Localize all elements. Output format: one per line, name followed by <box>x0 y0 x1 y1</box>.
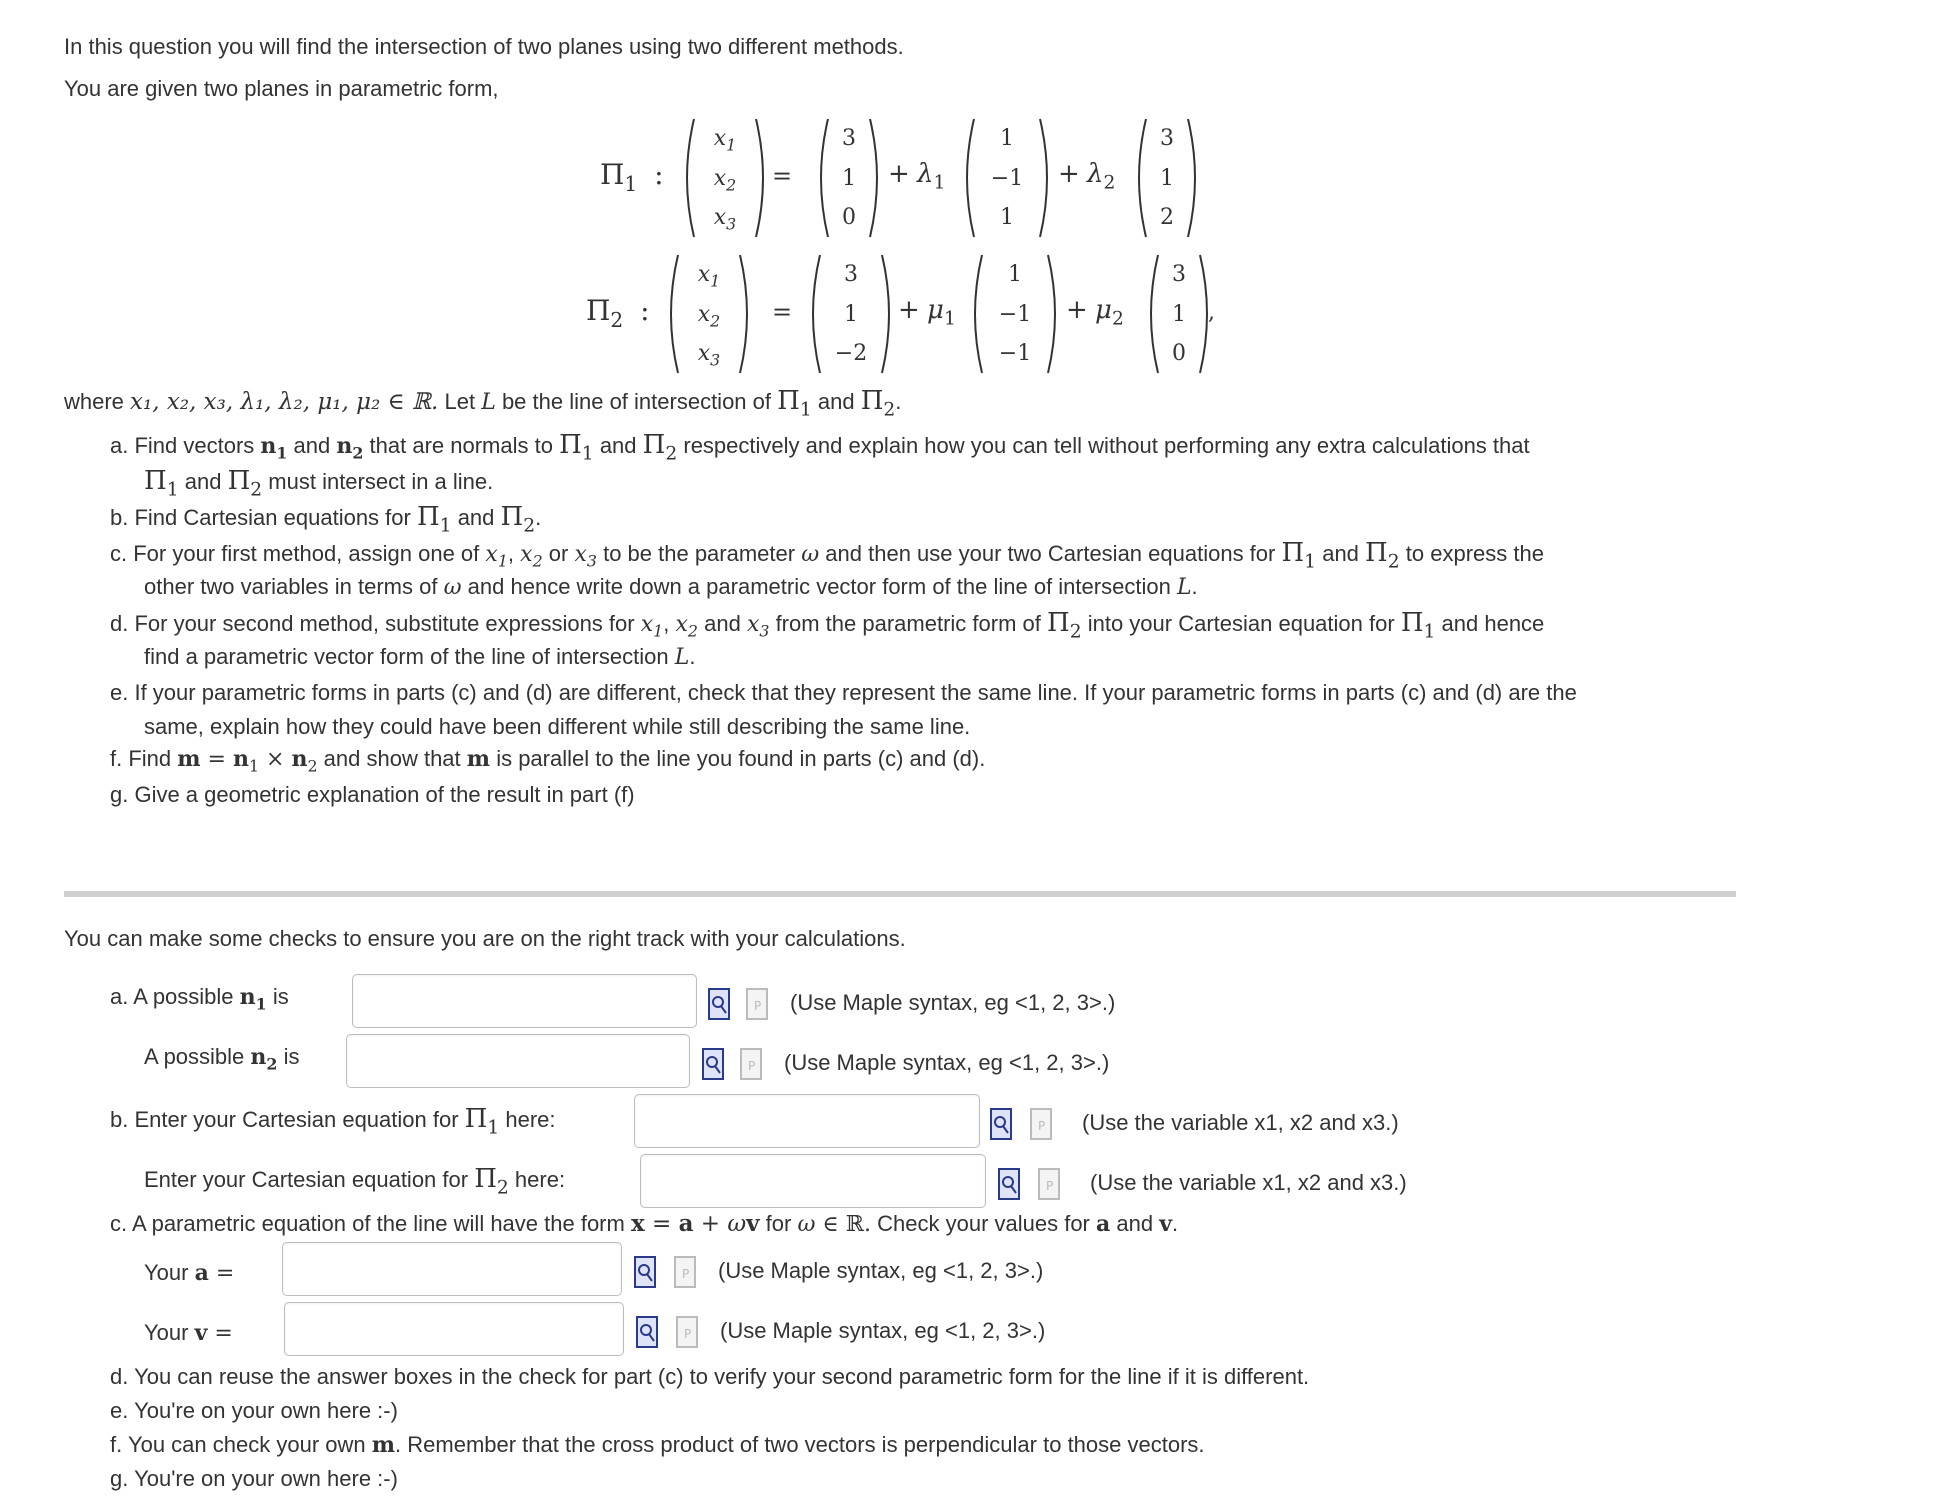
question-a: a. Find vectors $n_1$ and $n_2$ that are normals to $\Pi_1$ and $\Pi_2$ respectively and explain how you can tell without performing any extra calculations that <box>110 430 1530 465</box>
syntax-help-icon[interactable] <box>1030 1108 1052 1140</box>
check-c-v-label: Your v = <box>144 1320 233 1346</box>
check-d: d. You can reuse the answer boxes in the check for part (c) to verify your second parametric form for the line if it is different. <box>110 1364 1310 1389</box>
checks-intro: You can make some checks to ensure you are on the right track with your calculations. <box>64 926 906 951</box>
answer-a[interactable] <box>282 1242 622 1296</box>
check-e: e. You're on your own here :-) <box>110 1398 398 1423</box>
question-f: f. Find $m = n_1 \times n_2$ and show that m is parallel to the line you found in parts (c) and (d). <box>110 746 986 776</box>
check-g: g. You're on your own here :-) <box>110 1466 398 1491</box>
check-a-n2-label: A possible $n_2$ is <box>144 1044 300 1074</box>
answer-n2[interactable] <box>346 1034 690 1088</box>
preview-icon[interactable] <box>708 988 730 1020</box>
plane-1-label: Π <box>600 158 625 191</box>
svg-text:P: P <box>1038 1119 1046 1133</box>
eq2-input[interactable] <box>641 1155 985 1207</box>
n2-input[interactable] <box>347 1035 689 1087</box>
svg-text:P: P <box>748 1059 756 1073</box>
syntax-help-icon[interactable] <box>674 1256 696 1288</box>
question-c-cont: other two variables in terms of ω and hence write down a parametric vector form of the line of intersection L. <box>144 574 1198 600</box>
hint-maple-v: (Use Maple syntax, eg <1, 2, 3>.) <box>720 1318 1046 1343</box>
svg-text:P: P <box>684 1327 692 1341</box>
preview-icon[interactable] <box>636 1316 658 1348</box>
syntax-help-icon[interactable] <box>746 988 768 1020</box>
check-f: f. You can check your own m. Remember that the cross product of two vectors is perpendicular to those vectors. <box>110 1432 1205 1458</box>
v-input[interactable] <box>285 1303 623 1355</box>
question-g: g. Give a geometric explanation of the result in part (f) <box>110 782 635 807</box>
hint-vars-eq2: (Use the variable x1, x2 and x3.) <box>1090 1170 1407 1195</box>
preview-icon[interactable] <box>998 1168 1020 1200</box>
answer-n1[interactable] <box>352 974 697 1028</box>
question-b: b. Find Cartesian equations for $\Pi_1$ and $\Pi_2$. <box>110 502 542 537</box>
plane-2-lhs-vector: $x_1$ $x_2$ $x_3$ <box>662 253 756 375</box>
intro-line-1: In this question you will find the intersection of two planes using two different methods. <box>64 34 904 59</box>
plane-1-point-vector: 3 1 0 <box>812 117 886 239</box>
plane-2-direction-1-vector: 1 −1 −1 <box>966 253 1064 375</box>
answer-v[interactable] <box>284 1302 624 1356</box>
plane-2-point-vector: 3 1 −2 <box>804 253 898 375</box>
question-a-cont: $\Pi_1$ and $\Pi_2$ must intersect in a line. <box>144 466 494 501</box>
plane-1-lhs-vector: $x_1$ $x_2$ $x_3$ <box>678 117 772 239</box>
syntax-help-icon[interactable] <box>740 1048 762 1080</box>
plane-1-direction-1-vector: 1 −1 1 <box>958 117 1056 239</box>
plane-2-direction-2-vector: 3 1 0 <box>1142 253 1216 375</box>
hint-vars-eq1: (Use the variable x1, x2 and x3.) <box>1082 1110 1399 1135</box>
question-d: d. For your second method, substitute expressions for $x_1$, $x_2$ and $x_3$ from the parametric form of $\Pi_2$ into your Cartesian equation for $\Pi_1$ and hence <box>110 608 1545 643</box>
answer-eq1[interactable] <box>634 1094 980 1148</box>
a-input[interactable] <box>283 1243 621 1295</box>
question-d-cont: find a parametric vector form of the line of intersection L. <box>144 644 696 670</box>
plane-2-label: Π <box>586 294 611 327</box>
hint-maple-n2: (Use Maple syntax, eg <1, 2, 3>.) <box>784 1050 1110 1075</box>
check-b-eq1-label: b. Enter your Cartesian equation for $\Pi_1$ here: <box>110 1104 556 1139</box>
eq1-input[interactable] <box>635 1095 979 1147</box>
check-b-eq2-label: Enter your Cartesian equation for $\Pi_2$ here: <box>144 1164 566 1199</box>
svg-text:P: P <box>682 1267 690 1281</box>
check-c-a-label: Your a = <box>144 1260 235 1286</box>
intro-line-2: You are given two planes in parametric form, <box>64 76 499 101</box>
preview-icon[interactable] <box>634 1256 656 1288</box>
preview-icon[interactable] <box>702 1048 724 1080</box>
check-a-n1-label: a. A possible $n_1$ is <box>110 984 289 1014</box>
svg-text:P: P <box>754 999 762 1013</box>
preview-icon[interactable] <box>990 1108 1012 1140</box>
hint-maple-a: (Use Maple syntax, eg <1, 2, 3>.) <box>718 1258 1044 1283</box>
hint-maple-n1: (Use Maple syntax, eg <1, 2, 3>.) <box>790 990 1116 1015</box>
plane-1-direction-2-vector: 3 1 2 <box>1130 117 1204 239</box>
where-line: where x₁, x₂, x₃, λ₁, λ₂, μ₁, μ₂ ∈ ℝ. Let L be the line of intersection of $\Pi_1$ and $\Pi_2$. <box>64 386 902 421</box>
n1-input[interactable] <box>353 975 696 1027</box>
answer-eq2[interactable] <box>640 1154 986 1208</box>
syntax-help-icon[interactable] <box>1038 1168 1060 1200</box>
check-c-label: c. A parametric equation of the line will have the form x = a + ωv for ω ∈ ℝ. Check your values for a and v. <box>110 1210 1179 1237</box>
section-divider <box>64 891 1736 897</box>
question-e-cont: same, explain how they could have been different while still describing the same line. <box>144 714 971 739</box>
syntax-help-icon[interactable] <box>676 1316 698 1348</box>
svg-text:P: P <box>1046 1179 1054 1193</box>
question-e: e. If your parametric forms in parts (c) and (d) are different, check that they represent the same line. If your parametric forms in parts (c) and (d) are the <box>110 680 1577 705</box>
question-c: c. For your first method, assign one of $x_1$, $x_2$ or $x_3$ to be the parameter ω and then use your two Cartesian equations for $\Pi_1$ and $\Pi_2$ to express the <box>110 538 1544 573</box>
